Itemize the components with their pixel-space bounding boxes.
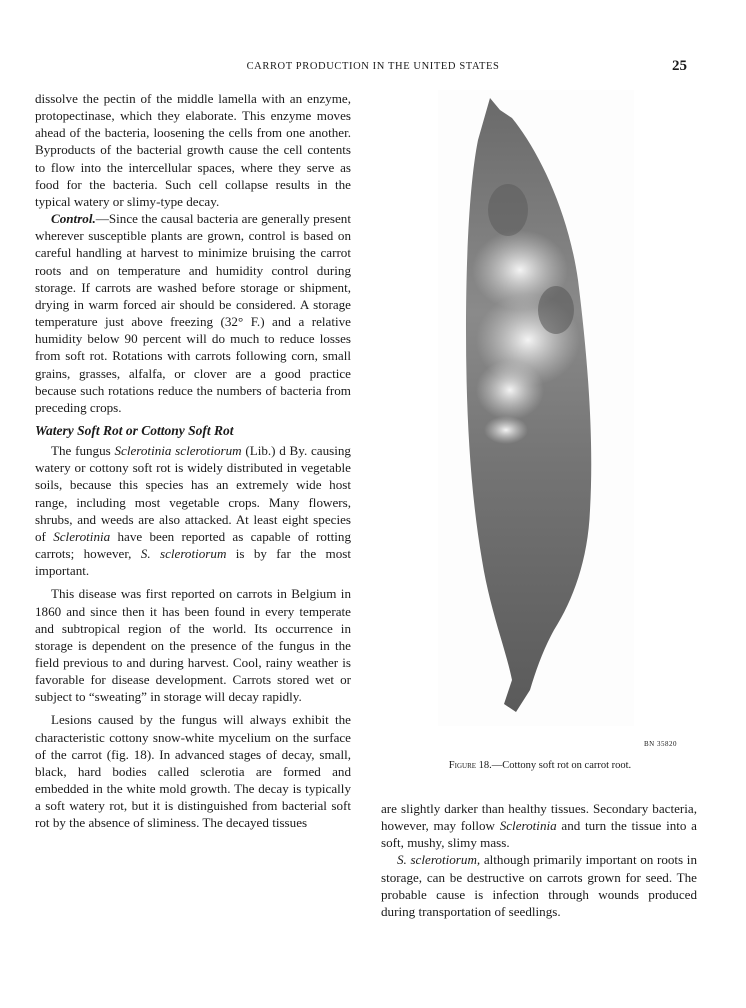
figure-caption <box>380 760 700 771</box>
running-head: CARROT PRODUCTION IN THE UNITED STATES <box>246 61 500 72</box>
paragraph <box>381 851 697 920</box>
species-name: S. sclerotiorum, <box>397 852 481 868</box>
text-run: and turn the tissue into a soft, mushy, slimy mass. <box>381 818 697 851</box>
paragraph: dissolve the pectin of the middle lamella with an enzyme, protopectinase, which they elaborate. This enzyme moves ahead of the bacteria, loosening the cells from one another. Byproducts of the bacterial growth cause the cell contents to flow into the intercellular spaces, where they serve as food for the bacteria. Such cell collapse results in the typical watery or slimy-type decay. <box>35 91 351 209</box>
text-run: are slightly darker than healthy tissues. Secondary bacteria, however, may follow <box>381 801 697 834</box>
paragraph: This disease was first reported on carrots in Belgium in 1860 and since then it has been found in every temperate and subtropical region of the world. Its occurrence in storage is dependent on the presence of the fungus in the field previous to and during harvest. Cool, rainy weather is favorable for disease development. Carrots stored wet or subject to “sweating” in storage will decay rapidly. <box>35 586 351 705</box>
photo-id: BN 35820 <box>644 740 677 748</box>
genus-name: Sclerotinia <box>53 528 111 544</box>
section-heading: Watery Soft Rot or Cottony Soft Rot <box>35 422 234 438</box>
paragraph <box>35 442 351 579</box>
caption-text: —Cottony soft rot on carrot root. <box>491 760 632 771</box>
text-run: have been reported as capable of rotting carrots; however, <box>35 528 351 562</box>
genus-name: Sclerotinia <box>499 818 557 834</box>
right-column <box>381 800 697 920</box>
page-number: 25 <box>672 58 687 74</box>
text-run: is by far the most important. <box>35 546 351 579</box>
paragraph: Lesions caused by the fungus will always exhibit the characteristic cottony snow-white mycelium on the surface of the carrot (fig. 18). In advanced stages of decay, small, black, hard bodies called sclerotia are formed and embedded in the white mold growth. The decay is typically a soft watery rot, but it is distinguished from bacterial soft rot by the absence of sliminess. The decayed tissues <box>35 712 351 831</box>
paragraph <box>381 800 697 851</box>
species-name: Sclerotinia sclerotiorum <box>114 443 242 459</box>
figure-carrot-photo <box>438 90 634 726</box>
carrot-root-image <box>438 90 634 726</box>
caption-label: Figure 18. <box>448 760 492 771</box>
text-run: although primarily important on roots in storage, can be destructive on carrots grown for seed. The probable cause is infection through wounds produced during transportation of seedlings. <box>381 852 697 919</box>
text-run: (Lib.) d By. causing watery or cottony soft rot is widely distributed in vegetable soils, because this species has an extremely wide host range, including most vegetable crops. Many flowers, shrubs, and weeds are also attacked. At least eight species of <box>35 443 351 544</box>
species-name: S. sclerotiorum <box>140 546 227 562</box>
control-text: —Since the causal bacteria are generally present wherever susceptible plants are grown, control is based on careful handling at harvest to minimize bruising the carrot roots and on temperature and humidity control during storage. If carrots are washed before storage or shipment, drying in warm forced air should be considered. A storage temperature just above freezing (32° F.) and a relative humidity below 90 percent will do much to reduce losses from soft rot. Rotations with carrots following corn, small grains, grasses, alfalfa, or clover are a good practice because such rotations reduce the numbers of bacteria from preceding crops. <box>35 211 351 415</box>
left-column <box>35 90 351 832</box>
text-run: The fungus <box>51 443 115 459</box>
control-label: Control. <box>51 211 96 227</box>
paragraph-control <box>35 210 351 416</box>
